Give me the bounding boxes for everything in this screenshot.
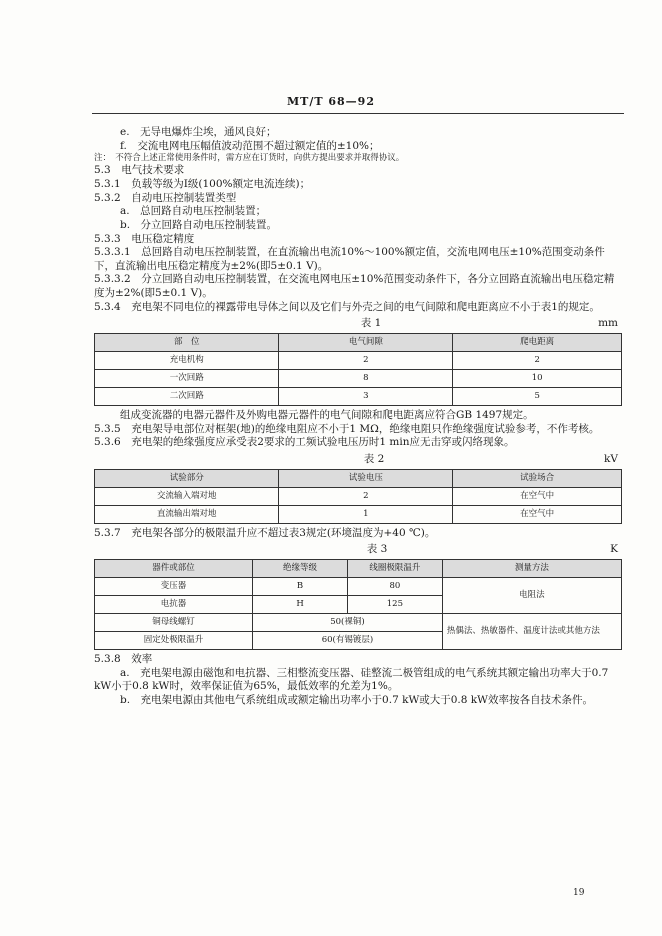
text-line: e. 无导电爆炸尘埃，通风良好； <box>120 126 277 138</box>
text-line: 5.3.3.2 分立回路自动电压控制装置，在交流电网电压±10%范围变动条件下，各分立回路直流输出电压稳定精度为±2%(即5±0.1 V)。 <box>94 273 615 300</box>
table-cell: 60(有锡镀层) <box>253 631 443 649</box>
text-line: 组成变流器的电器元器件及外购电器元器件的电气间隙和爬电距离应符合GB 1497规定。 <box>120 409 534 422</box>
column-header: 爬电距离 <box>453 334 622 352</box>
text-line: 5.3.8 效率 <box>94 652 153 665</box>
table3-caption: 表 3 <box>366 543 388 556</box>
table-row <box>95 577 622 595</box>
table1-caption-row <box>94 317 622 331</box>
text-line: 5.3.1 负载等级为Ⅰ级(100%额定电流连续)； <box>94 177 311 190</box>
text-line: a. 充电架电源由磁饱和电抗器、三相整流变压器、硅整流二极管组成的电气系统其额定输出功率大于0.7 kW小于0.8 kW时，效率保证值为65%，最低效率的允差为1%。 <box>94 666 609 693</box>
text-block-mid1 <box>94 409 622 450</box>
table3-header-row <box>95 559 622 577</box>
column-header: 试验部分 <box>95 469 279 487</box>
table-cell: 2 <box>279 487 453 505</box>
column-header: 绝缘等级 <box>253 559 348 577</box>
column-header: 线圈极限温升 <box>347 559 442 577</box>
text-line: a. 总回路自动电压控制装置； <box>120 205 267 218</box>
text-line: 5.3.7 充电架各部分的极限温升应不超过表3规定(环境温度为+40 ℃)。 <box>94 526 436 539</box>
text-block-mid2 <box>94 527 622 541</box>
page-number: 19 <box>573 888 585 898</box>
table-cell: 一次回路 <box>95 370 279 388</box>
table-cell: 热偶法、热敏器件、温度计法或其他方法 <box>442 613 621 649</box>
table-row <box>95 613 622 631</box>
table-cell: 10 <box>453 370 622 388</box>
column-header: 测量方法 <box>442 559 621 577</box>
text-line: 注： 不符合上述正常使用条件时，需方应在订货时，向供方提出要求并取得协议。 <box>94 153 405 164</box>
table-cell: 电阻法 <box>442 577 621 613</box>
text-line: f. 交流电网电压幅值波动范围不超过额定值的±10%； <box>120 139 380 152</box>
table-cell: 变压器 <box>95 577 253 595</box>
table-cell: 2 <box>279 352 453 370</box>
table3-caption-row <box>94 543 622 557</box>
table2-unit: kV <box>604 452 618 465</box>
table-cell: 充电机构 <box>95 352 279 370</box>
table-cell: 电抗器 <box>95 595 253 613</box>
text-line: 5.3.3.1 总回路自动电压控制装置，在直流输出电流10%～100%额定值，交流电网电压±10%范围变动条件下，直流输出电压稳定精度为±2%(即5±0.1 V)。 <box>94 246 605 272</box>
table2-caption: 表 2 <box>363 452 385 465</box>
table-cell: 80 <box>347 577 442 595</box>
table-cell: 固定处极限温升 <box>95 631 253 649</box>
table-cell: 1 <box>279 505 453 523</box>
table-cell: 直流输出端对地 <box>95 505 279 523</box>
table-row <box>95 388 622 406</box>
table-cell: 在空气中 <box>453 505 622 523</box>
text-line: b. 充电架电源由其他电气系统组成或额定输出功率小于0.7 kW或大于0.8 kW效率按各自技术条件。 <box>120 693 593 706</box>
text-line: 5.3.6 充电架的绝缘强度应承受表2要求的工频试验电压历时1 min应无击穿或闪络现象。 <box>94 436 515 449</box>
table1 <box>94 333 622 406</box>
table1-header-row <box>95 334 622 352</box>
table-cell: 8 <box>279 370 453 388</box>
table-cell: 50(裸铜) <box>253 613 443 631</box>
column-header: 试验场合 <box>453 469 622 487</box>
text-line: 5.3.2 自动电压控制装置类型 <box>94 191 237 204</box>
column-header: 部 位 <box>95 334 279 352</box>
text-line: 5.3 电气技术要求 <box>94 164 185 177</box>
standard-header: MT/T 68—92 <box>286 95 375 108</box>
table-cell: 5 <box>453 388 622 406</box>
text-line: 5.3.3 电压稳定精度 <box>94 232 195 245</box>
header-rule <box>92 113 624 114</box>
table-cell: H <box>253 595 348 613</box>
table-cell: 铜母线螺钉 <box>95 613 253 631</box>
table2-caption-row <box>94 453 622 467</box>
table-row <box>95 352 622 370</box>
text-block-top <box>94 126 622 314</box>
table-row <box>95 370 622 388</box>
table3 <box>94 559 622 650</box>
text-line: 5.3.4 充电架不同电位的裸露带电导体之间以及它们与外壳之间的电气间隙和爬电距离应不小于表1的规定。 <box>94 300 600 313</box>
table-cell: 二次回路 <box>95 388 279 406</box>
table1-caption: 表 1 <box>360 317 382 330</box>
table-cell: B <box>253 577 348 595</box>
table2-header-row <box>95 469 622 487</box>
column-header: 电气间隙 <box>279 334 453 352</box>
table-cell: 2 <box>453 352 622 370</box>
table-cell: 125 <box>347 595 442 613</box>
table-row <box>95 505 622 523</box>
column-header: 试验电压 <box>279 469 453 487</box>
column-header: 器件或部位 <box>95 559 253 577</box>
text-line: b. 分立回路自动电压控制装置。 <box>120 218 278 231</box>
text-line: 5.3.5 充电架导电部位对框架(地)的绝缘电阻应不小于1 MΩ，绝缘电阻只作绝缘强度试验参考，不作考核。 <box>94 422 600 435</box>
table-cell: 交流输入端对地 <box>95 487 279 505</box>
table-cell: 3 <box>279 388 453 406</box>
text-block-bottom <box>94 653 622 708</box>
page-content <box>94 126 622 707</box>
table-cell: 在空气中 <box>453 487 622 505</box>
table1-unit: mm <box>598 317 618 330</box>
table-row <box>95 487 622 505</box>
table2 <box>94 469 622 524</box>
table3-unit: K <box>610 543 618 556</box>
